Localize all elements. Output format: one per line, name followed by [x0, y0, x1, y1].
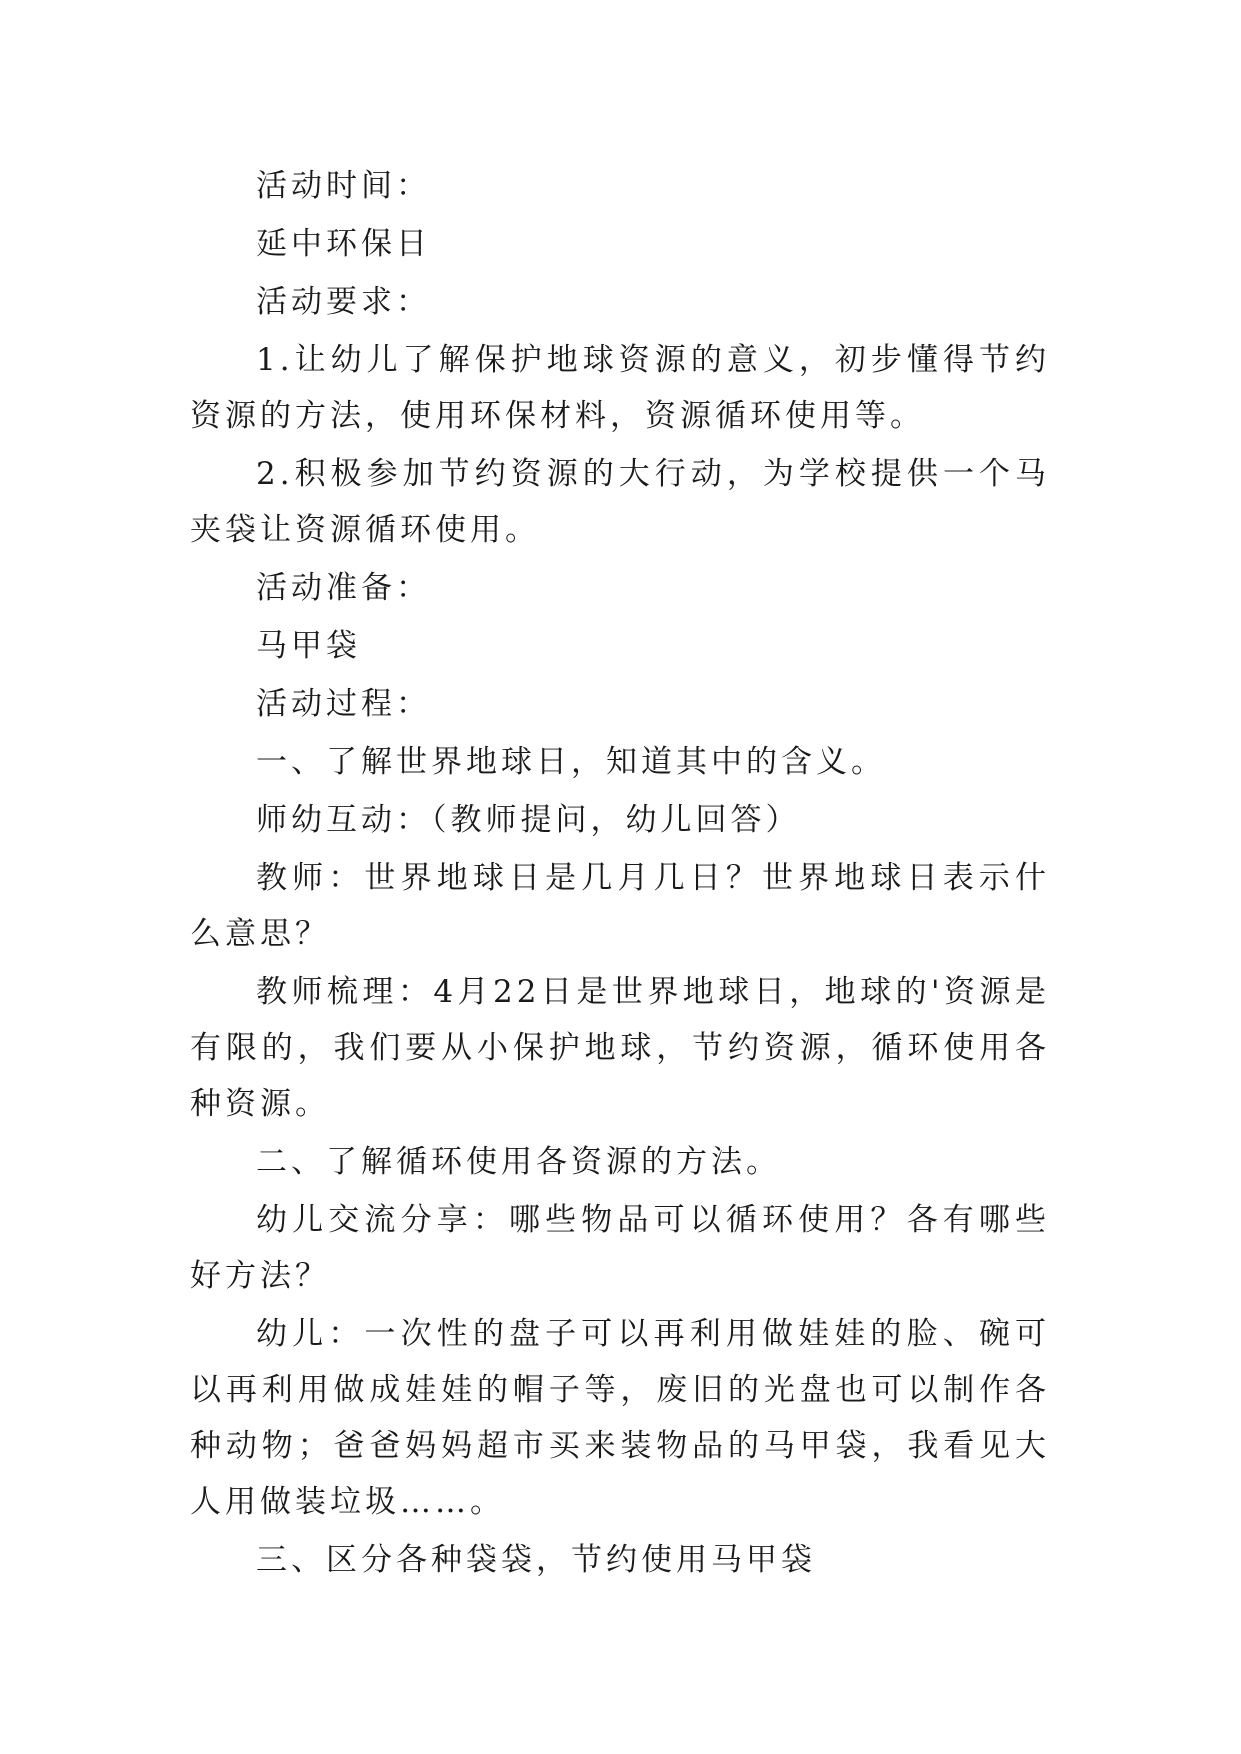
children-answer: 幼儿：一次性的盘子可以再利用做娃娃的脸、碗可以再利用做成娃娃的帽子等，废旧的光盘也可以制作各种动物；爸爸妈妈超市买来装物品的马甲袋，我看见大人用做装垃圾……。: [190, 1316, 1050, 1520]
document-body: [190, 158, 1050, 1590]
heading-activity-process: 活动过程：: [256, 686, 431, 722]
teacher-summary: 教师梳理：4月22日是世界地球日，地球的'资源是有限的，我们要从小保护地球，节约资源，循环使用各种资源。: [190, 974, 1050, 1122]
children-sharing: 幼儿交流分享：哪些物品可以循环使用？各有哪些好方法？: [190, 1202, 1050, 1294]
teacher-child-interaction: 师幼互动：（教师提问，幼儿回答）: [256, 802, 801, 838]
requirement-item-2: 2.积极参加节约资源的大行动，为学校提供一个马夹袋让资源循环使用。: [190, 456, 1050, 548]
heading-activity-requirements: 活动要求：: [256, 284, 431, 320]
process-step-2: 二、了解循环使用各资源的方法。: [256, 1144, 781, 1180]
activity-time-value: 延中环保日: [256, 226, 431, 262]
process-step-3: 三、区分各种袋袋，节约使用马甲袋: [256, 1542, 816, 1578]
heading-activity-preparation: 活动准备：: [256, 570, 431, 606]
requirement-item-1: 1.让幼儿了解保护地球资源的意义，初步懂得节约资源的方法，使用环保材料，资源循环使用等。: [190, 342, 1050, 434]
teacher-question: 教师：世界地球日是几月几日？世界地球日表示什么意思？: [190, 860, 1050, 952]
preparation-value: 马甲袋: [256, 628, 361, 664]
heading-activity-time: 活动时间：: [256, 168, 431, 204]
process-step-1: 一、了解世界地球日，知道其中的含义。: [256, 744, 886, 780]
